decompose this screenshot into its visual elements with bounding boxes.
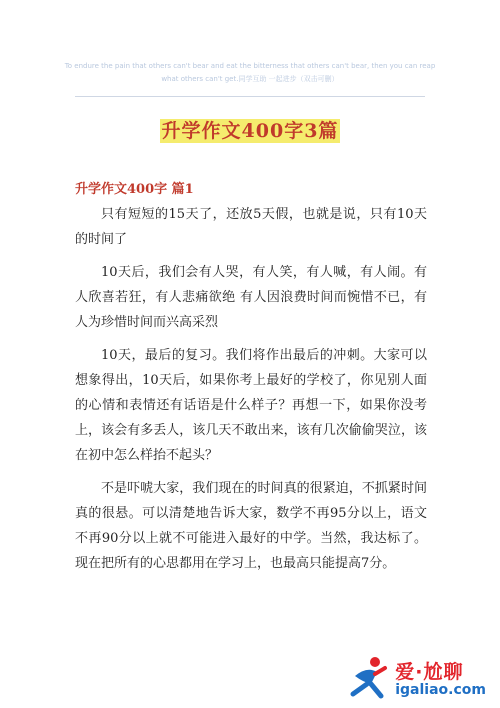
header-divider [75, 96, 425, 97]
body-text [75, 202, 427, 584]
section-title: 升学作文400字 篇1 [75, 182, 194, 197]
watermark-text [395, 657, 486, 698]
paragraph: 不是吓唬大家，我们现在的时间真的很紧迫，不抓紧时间真的很悬。可以清楚地告诉大家，数学不再95分以上，语文不再90分以上就不可能进入最好的中学。当然，我达标了。现在把所有的心思都用在学习上，也最高只能提高7分。 [75, 481, 427, 571]
document-title [0, 116, 500, 143]
header-tagline: To endure the pain that others can't bear and eat the bitterness that others can't bear, then you can reap what others can't get.同学互助 一起进步（双击可删） [64, 62, 436, 83]
running-figure-icon [345, 654, 389, 700]
watermark-url: igaliao.com [395, 681, 486, 698]
site-watermark [345, 654, 486, 700]
document-title-text: 升学作文400字3篇 [161, 120, 339, 142]
watermark-brand: 爱·尬聊 [395, 660, 464, 683]
paragraph: 只有短短的15天了，还放5天假，也就是说，只有10天的时间了 [75, 207, 427, 247]
paragraph: 10天后，我们会有人哭，有人笑，有人喊，有人闹。有人欣喜若狂，有人悲痛欲绝 有人因浪费时间而惋惜不已，有人为珍惜时间而兴高采烈 [75, 265, 427, 330]
paragraph: 10天，最后的复习。我们将作出最后的冲刺。大家可以想象得出，10天后，如果你考上最好的学校了，你见别人面的心情和表情还有话语是什么样子？再想一下，如果你没考上，该会有多丢人，该几天不敢出来，该有几次偷偷哭泣，该在初中怎么样抬不起头？ [75, 348, 427, 463]
